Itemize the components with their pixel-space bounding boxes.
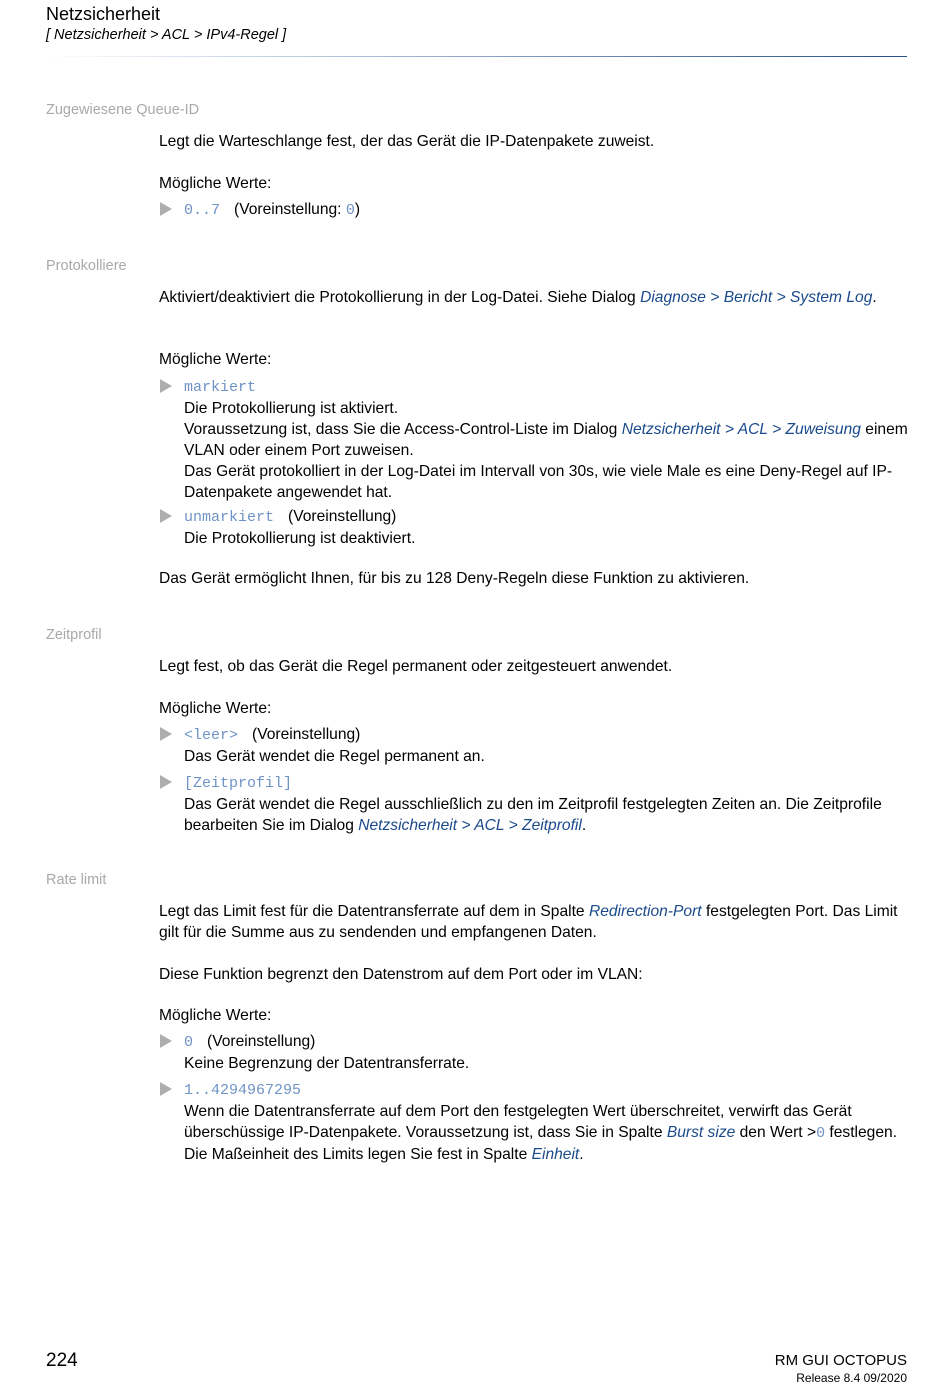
document-title: RM GUI OCTOPUS <box>774 1352 907 1369</box>
rate-description: Legt das Limit fest für die Datentransferrate auf dem in Spalte Redirection-Port festgelegten Port. Das Limit gilt für die Summe aus zu sendenden und empfangenen Daten. <box>159 903 898 941</box>
section-label-queue-id: Zugewiesene Queue-ID <box>46 102 200 118</box>
link-netzsicherheit-acl-zuweisung[interactable]: Netzsicherheit > ACL > Zuweisung <box>621 421 861 438</box>
log-values-heading: Mögliche Werte: <box>159 351 272 368</box>
link-einheit[interactable]: Einheit <box>531 1146 580 1163</box>
link-diagnose-bericht-system-log[interactable]: Diagnose > Bericht > System Log <box>640 289 873 306</box>
rate-value-range: 1..4294967295 Wenn die Datentransferrate auf dem Port den festgelegten Wert überschreitet, verwirft das Gerät überschüssige IP-Datenpakete. Voraussetzung ist, dass Sie in Spalte Burst size den Wert >0 festlegen. Die Maßeinheit des Limits legen Sie fest in Spalte Einheit. <box>184 1082 898 1163</box>
value-code: 0 <box>184 1034 194 1051</box>
time-description: Legt fest, ob das Gerät die Regel permanent oder zeitgesteuert anwendet. <box>159 658 673 675</box>
value-code: <leer> <box>184 727 239 744</box>
queue-description: Legt die Warteschlange fest, der das Gerät die IP-Datenpakete zuweist. <box>159 133 655 150</box>
queue-values-heading: Mögliche Werte: <box>159 175 272 192</box>
header-divider <box>46 56 907 57</box>
bullet-arrow-icon <box>160 379 172 393</box>
section-label-protokolliere: Protokolliere <box>46 258 127 274</box>
bullet-arrow-icon <box>160 509 172 523</box>
log-value-markiert: markiert Die Protokollierung ist aktiviert. Voraussetzung ist, dass Sie die Access-Control-Liste im Dialog Netzsicherheit > ACL > Zuweisung einem VLAN oder einem Port zuweisen. Das Gerät protokolliert in der Log-Datei im Intervall von 30s, wie viele Male es eine Deny-Regel auf IP-Datenpakete angewendet hat. <box>184 379 908 501</box>
rate-value-zero: 0 (Voreinstellung) Keine Begrenzung der Datentransferrate. <box>184 1033 470 1072</box>
bullet-arrow-icon <box>160 1034 172 1048</box>
rate-description-2: Diese Funktion begrenzt den Datenstrom auf dem Port oder im VLAN: <box>159 966 643 983</box>
value-code: 0..7 <box>184 202 221 219</box>
bullet-arrow-icon <box>160 727 172 741</box>
time-value-leer: <leer> (Voreinstellung) Das Gerät wendet die Regel permanent an. <box>184 726 485 765</box>
time-values-heading: Mögliche Werte: <box>159 700 272 717</box>
log-description: Aktiviert/deaktiviert die Protokollierung in der Log-Datei. Siehe Dialog Diagnose > Bericht > System Log. <box>159 289 877 306</box>
section-label-rate-limit: Rate limit <box>46 872 107 888</box>
rate-values-heading: Mögliche Werte: <box>159 1007 272 1024</box>
time-value-zeitprofil: [Zeitprofil] Das Gerät wendet die Regel ausschließlich zu den im Zeitprofil festgelegten Zeiten an. Die Zeitprofile bearbeiten Sie im Dialog Netzsicherheit > ACL > Zeitprofil. <box>184 775 882 834</box>
page-header-title: Netzsicherheit <box>46 4 161 24</box>
log-note: Das Gerät ermöglicht Ihnen, für bis zu 128 Deny-Regeln diese Funktion zu aktivieren. <box>159 570 750 587</box>
breadcrumb: [ Netzsicherheit > ACL > IPv4-Regel ] <box>46 27 287 43</box>
value-default-label: (Voreinstellung: <box>234 201 346 218</box>
log-value-unmarkiert: unmarkiert (Voreinstellung) Die Protokollierung ist deaktiviert. <box>184 508 416 547</box>
bullet-arrow-icon <box>160 775 172 789</box>
value-code: unmarkiert <box>184 509 275 526</box>
link-burst-size[interactable]: Burst size <box>666 1124 736 1141</box>
value-code: 1..4294967295 <box>184 1082 302 1099</box>
value-code: markiert <box>184 379 257 396</box>
value-code: 0 <box>345 202 355 219</box>
link-netzsicherheit-acl-zeitprofil[interactable]: Netzsicherheit > ACL > Zeitprofil <box>358 817 582 834</box>
bullet-arrow-icon <box>160 1082 172 1096</box>
page-number: 224 <box>46 1350 78 1371</box>
value-code: 0 <box>816 1125 826 1142</box>
value-code: [Zeitprofil] <box>184 775 293 792</box>
release-info: Release 8.4 09/2020 <box>796 1371 907 1385</box>
section-label-zeitprofil: Zeitprofil <box>46 627 102 643</box>
bullet-arrow-icon <box>160 202 172 216</box>
link-redirection-port[interactable]: Redirection-Port <box>588 903 702 920</box>
queue-value-range: 0..7 (Voreinstellung: 0) <box>184 201 361 219</box>
